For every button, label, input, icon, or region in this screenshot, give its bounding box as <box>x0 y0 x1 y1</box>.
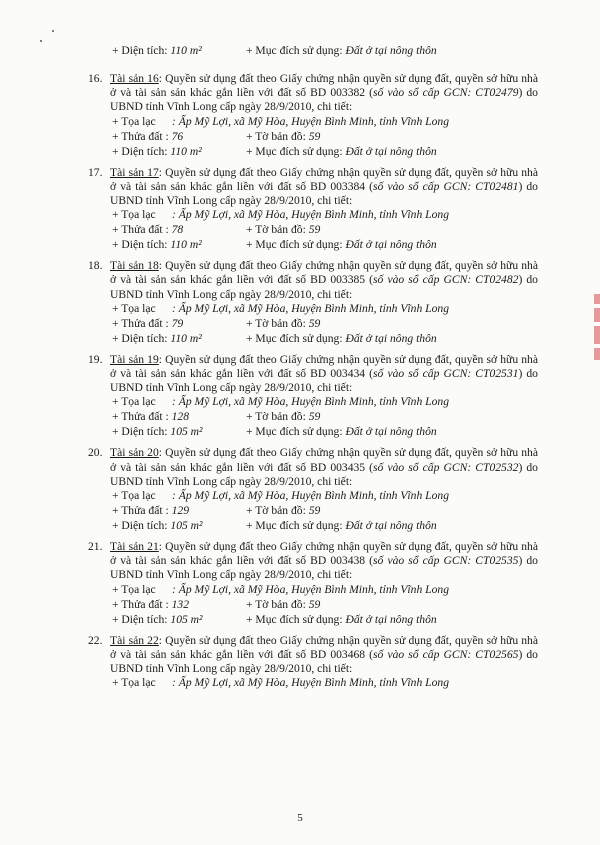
parcel-row <box>112 598 538 613</box>
asset-paragraph <box>88 72 538 115</box>
map-value: 59 <box>308 504 321 518</box>
asset-text-end: ) do UBND tỉnh Vĩnh Long cấp ngày 28/9/2010, chi tiết: <box>110 647 538 676</box>
map-label: + Tờ bản đồ: <box>246 410 306 424</box>
location-row <box>112 395 538 410</box>
location-value: : Ấp Mỹ Lợi, xã Mỹ Hòa, Huyện Bình Minh, tỉnh Vĩnh Long <box>172 395 449 409</box>
parcel-label: + Thửa đất : <box>112 129 169 143</box>
asset-number: 17. <box>88 165 103 179</box>
area-label: + Diện tích: <box>112 144 168 158</box>
asset-item <box>88 634 538 692</box>
parcel-label: + Thửa đất : <box>112 504 169 518</box>
parcel-label: + Thửa đất : <box>112 410 169 424</box>
scan-speck <box>40 40 42 42</box>
certificate-ref: số vào sổ cấp GCN: CT02479 <box>373 86 519 100</box>
parcel-value: 78 <box>171 223 184 237</box>
asset-text: : Quyền sử dụng đất theo Giấy chứng nhận quyền sử dụng đất, quyền sở hữu nhà ở và tài sản sản khác gắn liền với đất số BD 003468 ( <box>110 633 538 661</box>
parcel-row <box>112 223 538 238</box>
purpose-value: Đất ở tại nông thôn <box>345 331 437 345</box>
location-row <box>112 302 538 317</box>
asset-item <box>88 259 538 347</box>
asset-item <box>88 166 538 254</box>
parcel-value: 76 <box>171 129 184 143</box>
asset-title: Tài sản 18 <box>110 259 159 273</box>
asset-title: Tài sản 20 <box>110 446 159 460</box>
parcel-row <box>112 130 538 145</box>
asset-number: 22. <box>88 633 103 647</box>
purpose-label: + Mục đích sử dụng: <box>246 331 343 345</box>
asset-title: Tài sản 22 <box>110 633 159 647</box>
asset-number: 16. <box>88 72 103 85</box>
parcel-value: 79 <box>171 316 184 330</box>
purpose-value: Đất ở tại nông thôn <box>345 144 437 158</box>
asset-number: 19. <box>88 352 103 366</box>
asset-number: 21. <box>88 540 103 554</box>
area-label: + Diện tích: <box>112 331 168 345</box>
certificate-ref: số vào sổ cấp GCN: CT02535 <box>373 554 519 568</box>
map-label: + Tờ bản đồ: <box>246 316 306 330</box>
asset-text-end: ) do UBND tỉnh Vĩnh Long cấp ngày 28/9/2010, chi tiết: <box>110 367 538 395</box>
purpose-label: + Mục đích sử dụng: <box>246 44 343 57</box>
area-label: + Diện tích: <box>112 425 168 439</box>
scan-speck <box>52 30 54 32</box>
parcel-row <box>112 410 538 425</box>
location-value: : Ấp Mỹ Lợi, xã Mỹ Hòa, Huyện Bình Minh, tỉnh Vĩnh Long <box>172 489 449 503</box>
purpose-value: Đất ở tại nông thôn <box>345 238 437 252</box>
asset-text-end: ) do UBND tỉnh Vĩnh Long cấp ngày 28/9/2010, chi tiết: <box>110 273 538 301</box>
map-label: + Tờ bản đồ: <box>246 223 306 237</box>
location-value: : Ấp Mỹ Lợi, xã Mỹ Hòa, Huyện Bình Minh, tỉnh Vĩnh Long <box>172 114 449 128</box>
asset-text: : Quyền sử dụng đất theo Giấy chứng nhận quyền sử dụng đất, quyền sở hữu nhà ở và tài sản sản khác gắn liền với đất số BD 003435 ( <box>110 446 538 474</box>
area-value: 105 m² <box>170 519 203 533</box>
page-number: 5 <box>297 812 303 824</box>
location-label: + Tọa lạc <box>112 395 156 409</box>
area-value: 105 m² <box>170 425 203 439</box>
map-label: + Tờ bản đồ: <box>246 129 306 143</box>
asset-text: : Quyền sử dụng đất theo Giấy chứng nhận quyền sử dụng đất, quyền sở hữu nhà ở và tài sản sản khác gắn liền với đất số BD 003382 ( <box>110 72 538 100</box>
asset-number: 20. <box>88 446 103 460</box>
asset-item <box>88 540 538 628</box>
asset-text-end: ) do UBND tỉnh Vĩnh Long cấp ngày 28/9/2010, chi tiết: <box>110 86 538 114</box>
map-value: 59 <box>308 223 321 237</box>
asset-paragraph <box>88 540 538 583</box>
purpose-value: Đất ở tại nông thôn <box>345 612 437 626</box>
certificate-ref: số vào sổ cấp GCN: CT02482 <box>373 273 519 287</box>
asset-paragraph <box>88 353 538 396</box>
location-label: + Tọa lạc <box>112 114 156 128</box>
area-label: + Diện tích: <box>112 612 168 626</box>
location-label: + Tọa lạc <box>112 676 156 690</box>
certificate-ref: số vào sổ cấp GCN: CT02565 <box>373 647 519 661</box>
purpose-label: + Mục đích sử dụng: <box>246 425 343 439</box>
asset-text-end: ) do UBND tỉnh Vĩnh Long cấp ngày 28/9/2010, chi tiết: <box>110 179 538 208</box>
area-row <box>112 145 538 160</box>
location-value: : Ấp Mỹ Lợi, xã Mỹ Hòa, Huyện Bình Minh, tỉnh Vĩnh Long <box>172 208 449 222</box>
asset-item <box>88 446 538 534</box>
asset-text-end: ) do UBND tỉnh Vĩnh Long cấp ngày 28/9/2010, chi tiết: <box>110 460 538 488</box>
area-label: + Diện tích: <box>112 44 168 57</box>
purpose-label: + Mục đích sử dụng: <box>246 519 343 533</box>
location-label: + Tọa lạc <box>112 208 156 222</box>
purpose-label: + Mục đích sử dụng: <box>246 612 343 626</box>
location-row <box>112 676 538 691</box>
area-text <box>112 44 202 58</box>
parcel-value: 132 <box>171 597 190 611</box>
area-label: + Diện tích: <box>112 238 168 252</box>
parcel-label: + Thửa đất : <box>112 223 169 237</box>
map-value: 59 <box>308 129 321 143</box>
asset-text: : Quyền sử dụng đất theo Giấy chứng nhận quyền sử dụng đất, quyền sở hữu nhà ở và tài sản sản khác gắn liền với đất số BD 003434 ( <box>110 352 538 381</box>
asset-text: : Quyền sử dụng đất theo Giấy chứng nhận quyền sử dụng đất, quyền sở hữu nhà ở và tài sản sản khác gắn liền với đất số BD 003384 ( <box>110 165 538 193</box>
parcel-value: 129 <box>171 504 190 518</box>
parcel-value: 128 <box>171 410 190 424</box>
asset-text: : Quyền sử dụng đất theo Giấy chứng nhận quyền sử dụng đất, quyền sở hữu nhà ở và tài sản sản khác gắn liền với đất số BD 003438 ( <box>110 540 538 568</box>
map-value: 59 <box>308 410 321 424</box>
map-label: + Tờ bản đồ: <box>246 504 306 518</box>
purpose-label: + Mục đích sử dụng: <box>246 144 343 158</box>
certificate-ref: số vào sổ cấp GCN: CT02531 <box>373 367 519 381</box>
asset-title: Tài sản 19 <box>110 352 159 366</box>
purpose-value: Đất ở tại nông thôn <box>345 425 437 439</box>
asset-paragraph <box>88 259 538 302</box>
area-value: 110 m² <box>170 238 202 252</box>
area-row <box>112 425 538 440</box>
asset-number: 18. <box>88 259 103 273</box>
asset-paragraph <box>88 634 538 677</box>
area-row <box>112 613 538 628</box>
certificate-ref: số vào sổ cấp GCN: CT02481 <box>373 179 519 193</box>
edge-stamp-mark <box>592 290 600 390</box>
area-value: 110 m² <box>170 144 202 158</box>
location-value: : Ấp Mỹ Lợi, xã Mỹ Hòa, Huyện Bình Minh, tỉnh Vĩnh Long <box>172 582 449 596</box>
location-label: + Tọa lạc <box>112 301 156 315</box>
asset-text-end: ) do UBND tỉnh Vĩnh Long cấp ngày 28/9/2010, chi tiết: <box>110 554 538 582</box>
location-value: : Ấp Mỹ Lợi, xã Mỹ Hòa, Huyện Bình Minh, tỉnh Vĩnh Long <box>172 301 449 315</box>
parcel-label: + Thửa đất : <box>112 597 169 611</box>
area-value: 110 m² <box>170 331 202 345</box>
location-label: + Tọa lạc <box>112 489 156 503</box>
asset-title: Tài sản 16 <box>110 72 159 85</box>
area-row <box>112 238 538 253</box>
location-row <box>112 208 538 223</box>
area-row <box>112 519 538 534</box>
purpose-value: Đất ở tại nông thôn <box>345 44 437 57</box>
parcel-label: + Thửa đất : <box>112 316 169 330</box>
asset-item <box>88 353 538 441</box>
location-row <box>112 115 538 130</box>
asset-item <box>88 72 538 160</box>
map-label: + Tờ bản đồ: <box>246 597 306 611</box>
asset-text: : Quyền sử dụng đất theo Giấy chứng nhận quyền sử dụng đất, quyền sở hữu nhà ở và tài sản sản khác gắn liền với đất số BD 003385 ( <box>110 259 538 287</box>
area-row <box>112 332 538 347</box>
purpose-value: Đất ở tại nông thôn <box>345 519 437 533</box>
area-label: + Diện tích: <box>112 519 168 533</box>
asset-title: Tài sản 17 <box>110 165 159 179</box>
asset-title: Tài sản 21 <box>110 540 159 554</box>
purpose-label: + Mục đích sử dụng: <box>246 238 343 252</box>
area-value: 110 m² <box>170 44 202 57</box>
asset-paragraph <box>88 446 538 489</box>
top-fragment-row <box>112 44 538 59</box>
document-body <box>88 44 538 697</box>
asset-paragraph <box>88 166 538 209</box>
location-value: : Ấp Mỹ Lợi, xã Mỹ Hòa, Huyện Bình Minh, tỉnh Vĩnh Long <box>172 676 449 690</box>
location-row <box>112 489 538 504</box>
parcel-row <box>112 504 538 519</box>
area-value: 105 m² <box>170 612 203 626</box>
map-value: 59 <box>308 316 321 330</box>
location-label: + Tọa lạc <box>112 582 156 596</box>
location-row <box>112 583 538 598</box>
parcel-row <box>112 317 538 332</box>
map-value: 59 <box>308 597 321 611</box>
purpose-text <box>246 44 437 58</box>
certificate-ref: số vào sổ cấp GCN: CT02532 <box>373 460 519 474</box>
